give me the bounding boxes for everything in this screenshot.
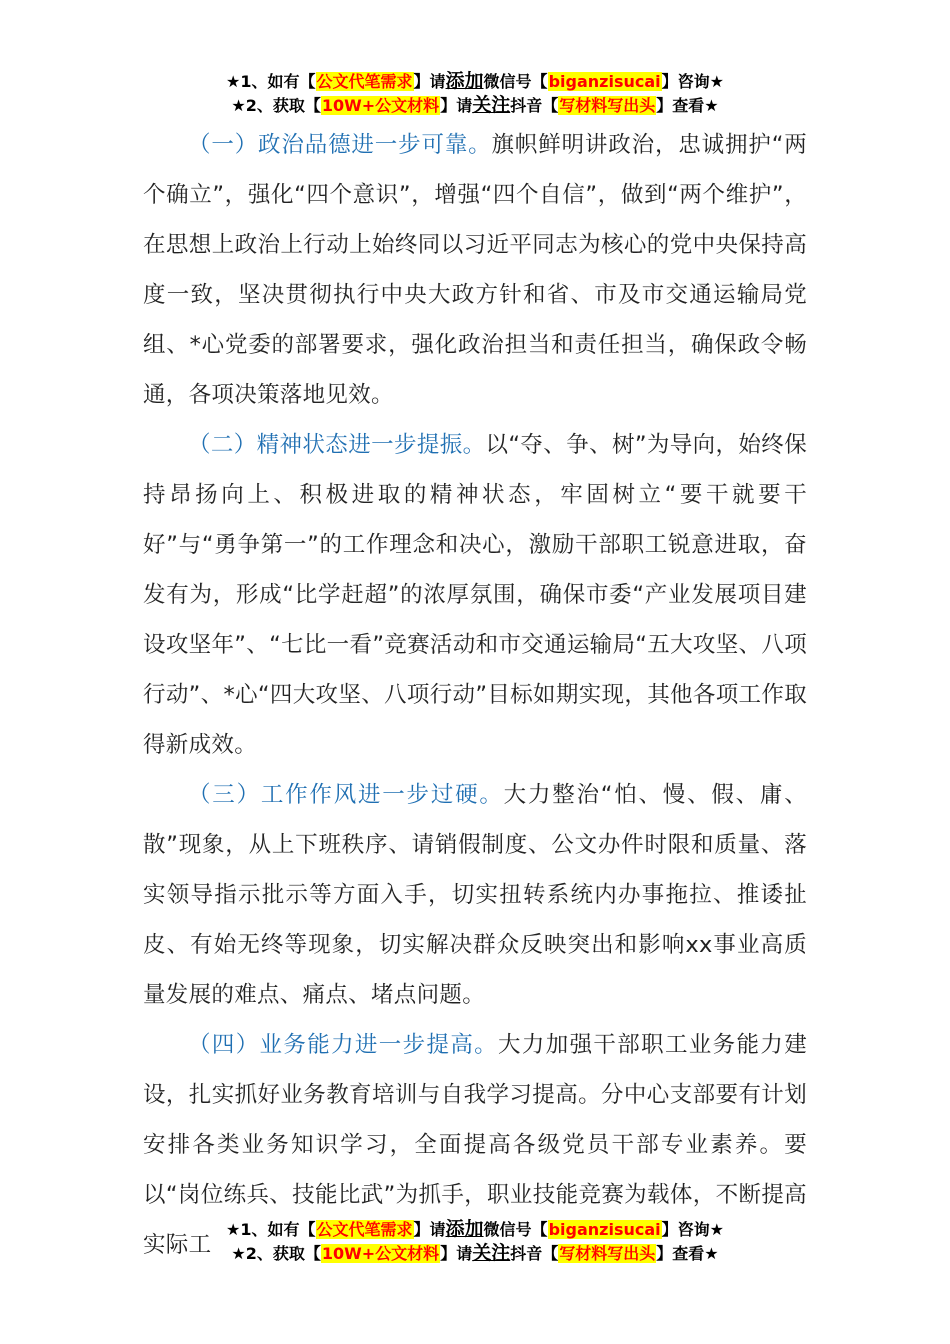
- paragraph-3: [143, 770, 807, 1020]
- paragraph-text: 大力加强干部职工业务能力建设，扎实抓好业务教育培训与自我学习提高。分中心支部要有计划安排各类业务知识学习，全面提高各级党员干部专业素养。要以“岗位练兵、技能比武”为抓手，职业技能竞赛为载体，不断提高实际工: [143, 1032, 808, 1258]
- paragraph-heading: （一）政治品德进一步可靠。: [188, 132, 492, 158]
- paragraph-1: [143, 120, 807, 420]
- banner-highlight: 10W+公文材料: [321, 1244, 440, 1263]
- paragraph-text: 大力整治“怕、慢、假、庸、散”现象，从上下班秩序、请销假制度、公文办件时限和质量、落实领导指示批示等方面入手，切实扭转系统内办事拖拉、推诿扯皮、有始无终等现象，切实解决群众反映突出和影响xx事业高质量发展的难点、痛点、堵点问题。: [143, 782, 808, 1008]
- banner-line-1: ★1、如有【公文代笔需求】请添加微信号【biganzisucai】咨询★: [226, 1218, 724, 1240]
- banner-highlight: 写材料写出头: [559, 96, 656, 115]
- banner-highlight: biganzisucai: [548, 1220, 661, 1239]
- banner-line-1: ★1、如有【公文代笔需求】请添加微信号【biganzisucai】咨询★: [226, 70, 724, 92]
- paragraph-text: 以“夺、争、树”为导向，始终保持昂扬向上、积极进取的精神状态，牢固树立“要干就要干好”与“勇争第一”的工作理念和决心，激励干部职工锐意进取，奋发有为，形成“比学赶超”的浓厚氛围，确保市委“产业发展项目建设攻坚年”、“七比一看”竞赛活动和市交通运输局“五大攻坚、八项行动”、*心“四大攻坚、八项行动”目标如期实现，其他各项工作取得新成效。: [143, 432, 807, 758]
- banner-highlight: biganzisucai: [548, 72, 661, 91]
- banner-line-2: ★2、获取【10W+公文材料】请关注抖音【写材料写出头】查看★: [231, 94, 719, 116]
- paragraph-heading: （四）业务能力进一步提高。: [188, 1032, 499, 1058]
- paragraph-heading: （二）精神状态进一步提振。: [188, 432, 486, 458]
- banner-highlight: 10W+公文材料: [321, 96, 440, 115]
- paragraph-text: 旗帜鲜明讲政治，忠诚拥护“两个确立”，强化“四个意识”，增强“四个自信”，做到“两个维护”，在思想上政治上行动上始终同以习近平同志为核心的党中央保持高度一致，坚决贯彻执行中央大政方针和省、市及市交通运输局党组、*心党委的部署要求，强化政治担当和责任担当，确保政令畅通，各项决策落地见效。: [143, 132, 808, 408]
- paragraph-2: [143, 420, 807, 770]
- banner-highlight: 公文代笔需求: [316, 72, 413, 91]
- banner-highlight: 写材料写出头: [559, 1244, 656, 1263]
- document-body: [143, 120, 807, 1270]
- banner-line-2: ★2、获取【10W+公文材料】请关注抖音【写材料写出头】查看★: [231, 1242, 719, 1264]
- header-banner: [0, 69, 950, 117]
- banner-highlight: 公文代笔需求: [316, 1220, 413, 1239]
- footer-banner: [0, 1217, 950, 1265]
- paragraph-heading: （三）工作作风进一步过硬。: [188, 782, 504, 808]
